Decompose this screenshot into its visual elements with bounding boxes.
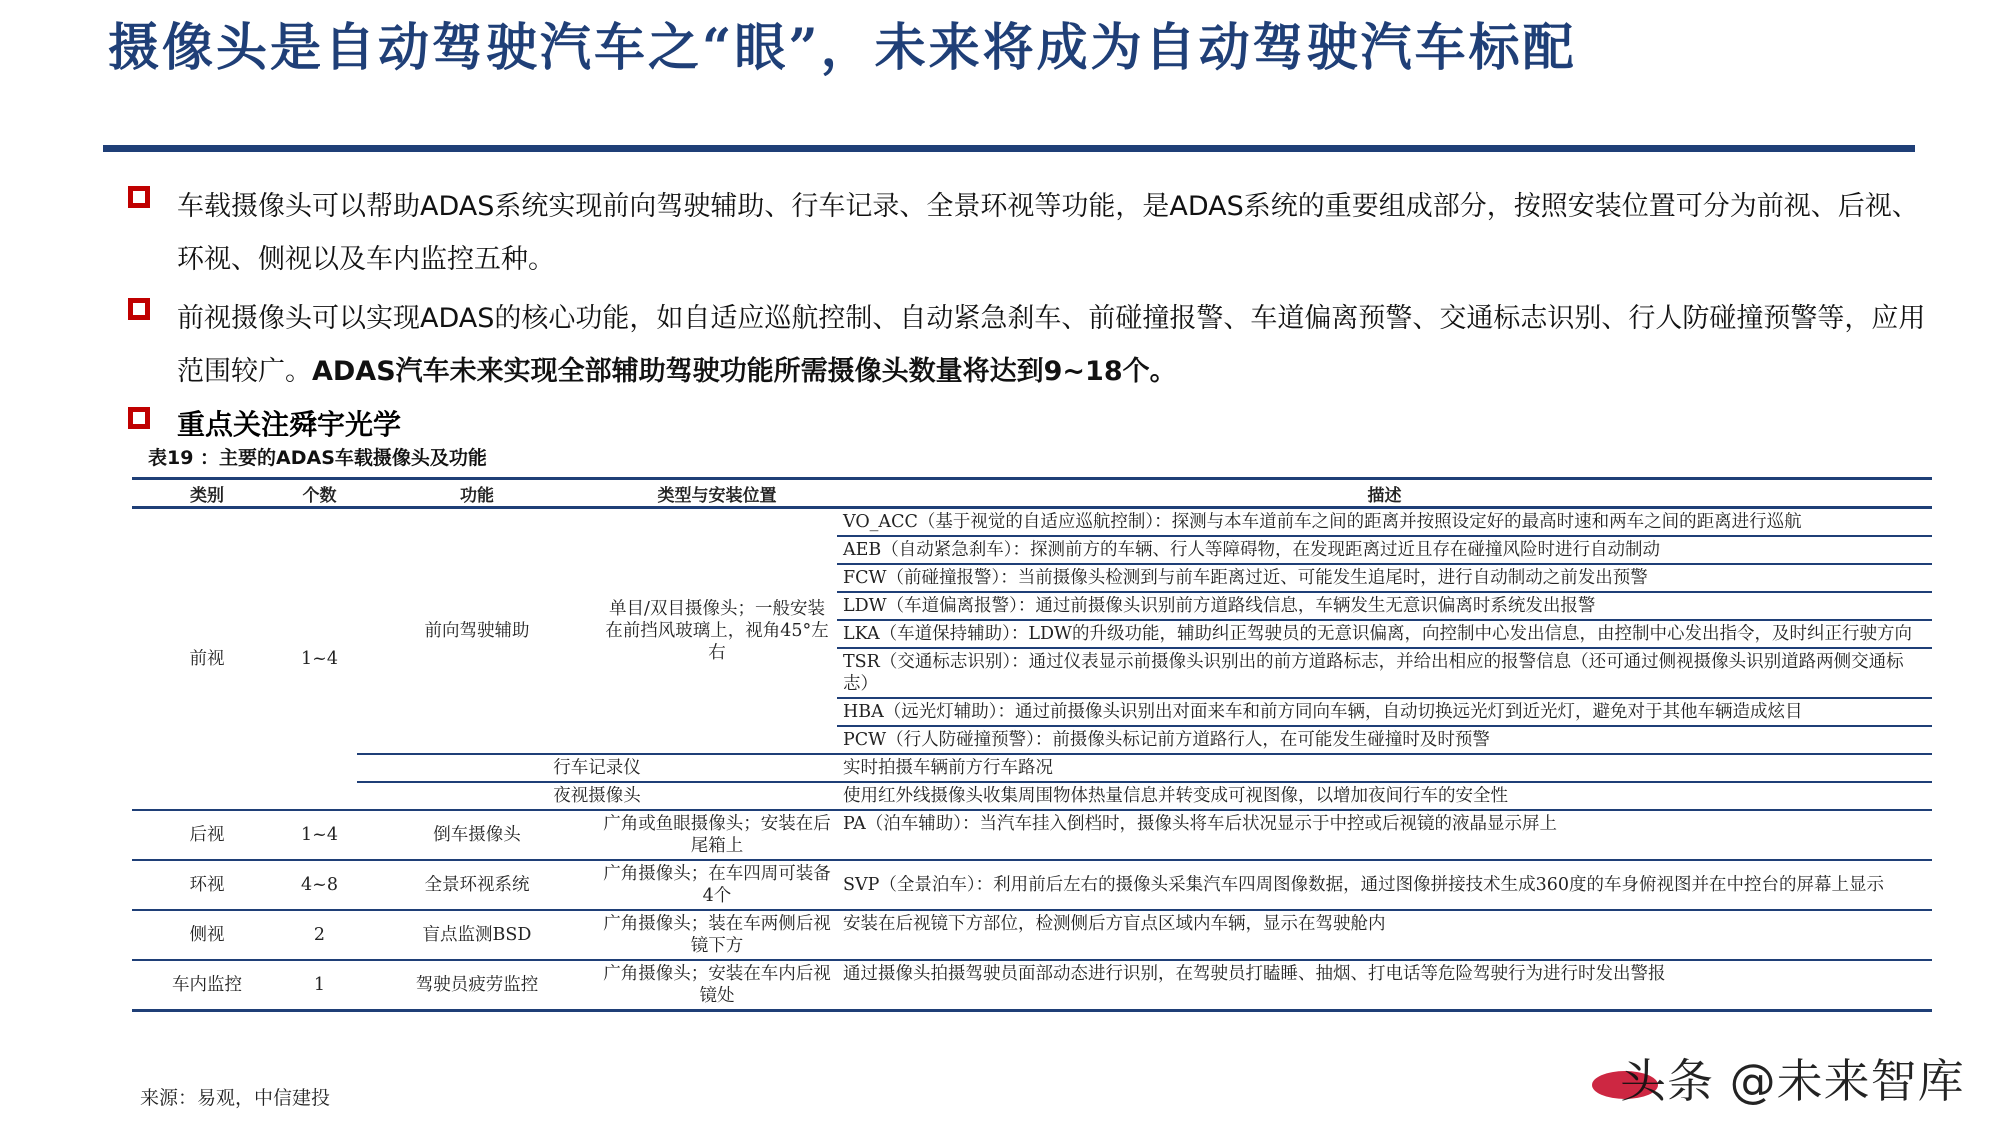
cell-description: HBA（远光灯辅助）：通过前摄像头识别出对面来车和前方同向车辆，自动切换远光灯到近光灯，避免对于其他车辆造成炫目 xyxy=(837,698,1932,726)
table-row xyxy=(132,960,1932,1011)
bullet-item-focus xyxy=(128,405,1928,445)
bullet-square-icon xyxy=(128,298,150,320)
camera-table xyxy=(132,477,1932,1012)
cell-category: 后视 xyxy=(132,810,282,860)
slide-title: 摄像头是自动驾驶汽车之“眼”，未来将成为自动驾驶汽车标配 xyxy=(108,18,1577,78)
cell-count: 1~4 xyxy=(282,508,357,811)
table-row xyxy=(132,910,1932,960)
table-row xyxy=(132,508,1932,537)
bullet-plain-text: 前视摄像头可以实现ADAS的核心功能，如自适应巡航控制、自动紧急刹车、前碰撞报警、车道偏离预警、交通标志识别、行人防碰撞预警等，应用范围较广。 xyxy=(177,303,1926,387)
cell-category: 侧视 xyxy=(132,910,282,960)
cell-install: 广角摄像头；安装在车内后视镜处 xyxy=(597,960,837,1011)
cell-count: 4~8 xyxy=(282,860,357,910)
cell-description: 安装在后视镜下方部位，检测侧后方盲点区域内车辆，显示在驾驶舱内 xyxy=(837,910,1932,960)
cell-description: LDW（车道偏离报警）：通过前摄像头识别前方道路线信息，车辆发生无意识偏离时系统发出报警 xyxy=(837,592,1932,620)
table-row xyxy=(132,860,1932,910)
cell-description: VO_ACC（基于视觉的自适应巡航控制）：探测与本车道前车之间的距离并按照设定好的最高时速和两车之间的距离进行巡航 xyxy=(837,508,1932,537)
cell-category: 前视 xyxy=(132,508,282,811)
cell-count: 2 xyxy=(282,910,357,960)
cell-description: AEB（自动紧急刹车）：探测前方的车辆、行人等障碍物，在发现距离过近且存在碰撞风险时进行自动制动 xyxy=(837,536,1932,564)
cell-function: 夜视摄像头 xyxy=(357,782,837,810)
bullet-square-icon xyxy=(128,407,150,429)
cell-description: PCW（行人防碰撞预警）：前摄像头标记前方道路行人，在可能发生碰撞时及时预警 xyxy=(837,726,1932,754)
header-install: 类型与安装位置 xyxy=(597,479,837,508)
cell-description: 使用红外线摄像头收集周围物体热量信息并转变成可视图像，以增加夜间行车的安全性 xyxy=(837,782,1932,810)
cell-category: 环视 xyxy=(132,860,282,910)
watermark-text: 头条 @未来智库 xyxy=(1620,1054,1965,1108)
title-divider xyxy=(103,145,1915,152)
cell-description: 实时拍摄车辆前方行车路况 xyxy=(837,754,1932,782)
cell-function: 行车记录仪 xyxy=(357,754,837,782)
table-header-row xyxy=(132,479,1932,508)
table-row xyxy=(132,754,1932,782)
cell-function: 倒车摄像头 xyxy=(357,810,597,860)
cell-function: 驾驶员疲劳监控 xyxy=(357,960,597,1011)
cell-description: SVP（全景泊车）：利用前后左右的摄像头采集汽车四周图像数据，通过图像拼接技术生成360度的车身俯视图并在中控台的屏幕上显示 xyxy=(837,860,1932,910)
cell-description: 通过摄像头拍摄驾驶员面部动态进行识别，在驾驶员打瞌睡、抽烟、打电话等危险驾驶行为进行时发出警报 xyxy=(837,960,1932,1011)
table-caption: 表19 ：主要的ADAS车载摄像头及功能 xyxy=(148,447,487,469)
header-category: 类别 xyxy=(132,479,282,508)
cell-install: 单目/双目摄像头；一般安装在前挡风玻璃上，视角45°左右 xyxy=(605,599,829,663)
header-function: 功能 xyxy=(357,479,597,508)
cell-category: 车内监控 xyxy=(132,960,282,1011)
watermark xyxy=(1592,1045,1992,1110)
cell-install: 广角摄像头；在车四周可装备4个 xyxy=(597,860,837,910)
bullet-text: 车载摄像头可以帮助ADAS系统实现前向驾驶辅助、行车记录、全景环视等功能，是ADAS系统的重要组成部分，按照安装位置可分为前视、后视、环视、侧视以及车内监控五种。 xyxy=(177,191,1919,275)
cell-count: 1 xyxy=(282,960,357,1011)
bullet-square-icon xyxy=(128,186,150,208)
cell-install: 广角或鱼眼摄像头；安装在后尾箱上 xyxy=(597,810,837,860)
source-note: 来源：易观，中信建投 xyxy=(140,1087,331,1109)
table-row xyxy=(132,782,1932,810)
bullet-item-2 xyxy=(128,292,1928,398)
bullet-item-1 xyxy=(128,180,1928,286)
cell-install: 广角摄像头；装在车两侧后视镜下方 xyxy=(597,910,837,960)
focus-text: 重点关注舜宇光学 xyxy=(177,408,402,441)
cell-count: 1~4 xyxy=(282,810,357,860)
bullet-bold-text: ADAS汽车未来实现全部辅助驾驶功能所需摄像头数量将达到9~18个。 xyxy=(312,356,1177,387)
cell-description: LKA（车道保持辅助）：LDW的升级功能，辅助纠正驾驶员的无意识偏离，向控制中心发出信息，由控制中心发出指令，及时纠正行驶方向 xyxy=(837,620,1932,648)
cell-description: PA（泊车辅助）：当汽车挂入倒档时，摄像头将车后状况显示于中控或后视镜的液晶显示屏上 xyxy=(837,810,1932,860)
header-description: 描述 xyxy=(837,479,1932,508)
bullet-text xyxy=(177,292,1928,398)
cell-function: 盲点监测BSD xyxy=(357,910,597,960)
table-row xyxy=(132,810,1932,860)
cell-function: 全景环视系统 xyxy=(357,860,597,910)
cell-description: TSR（交通标志识别）：通过仪表显示前摄像头识别出的前方道路标志，并给出相应的报警信息（还可通过侧视摄像头识别道路两侧交通标志） xyxy=(837,648,1932,698)
header-count: 个数 xyxy=(282,479,357,508)
cell-description: FCW（前碰撞报警）：当前摄像头检测到与前车距离过近、可能发生追尾时，进行自动制动之前发出预警 xyxy=(837,564,1932,592)
cell-function: 前向驾驶辅助 xyxy=(424,621,530,641)
